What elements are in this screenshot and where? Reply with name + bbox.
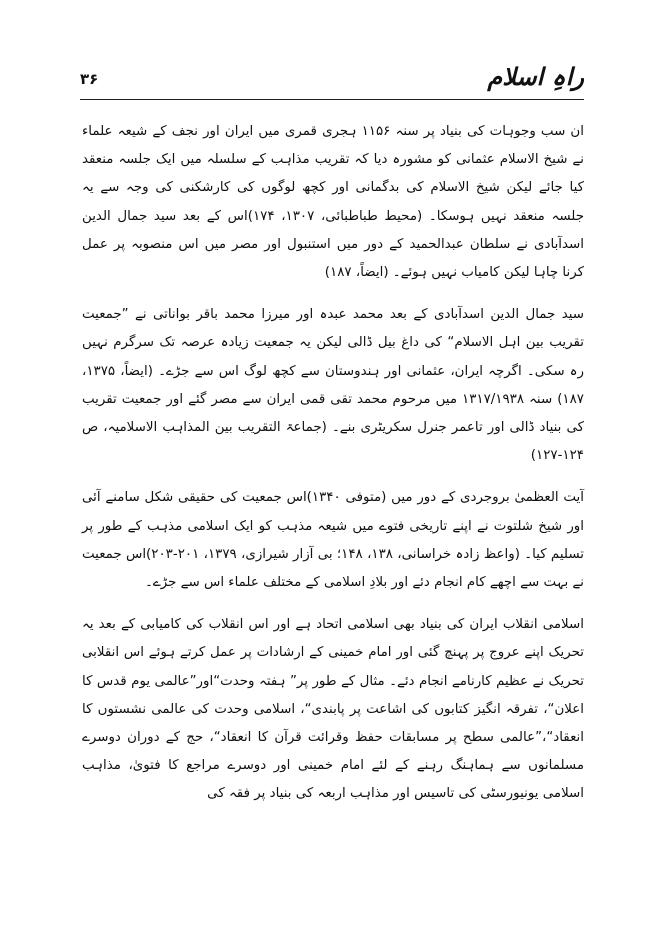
paragraph-4: اسلامی انقلاب ایران کی بنیاد بھی اسلامی اتحاد ہے اور اس انقلاب کی کامیابی کے بعد یہ تحریک اپنے عروج پر پہنچ گئی اور امام خمینی کے ارشادات پر عمل کرتے ہوئے اس انقلابی تحریک نے عظیم کارنامے انجام دئے۔ مثال کے طور پر” ہفتہ وحدت“اور”عالمی یوم قدس کا اعلان“، تفرقہ انگیز کتابوں کی اشاعت پر پابندی“، اسلامی وحدت کی عالمی نشستوں کا انعقاد“،”عالمی سطح پر مسابقات حفظ وقرائت قرآن کا انعقاد“، حج کے دوران دوسرے مسلمانوں سے ہماہنگ رہنے کے لئے امام خمینی اور دوسرے مراجع کا فتویٰ، مذاہب اسلامی یونیورسٹی کی تاسیس اور مذاہب اربعہ کی بنیاد پر فقہ کی [82,617,584,802]
article-body [82,118,584,823]
paragraph-3: آیت العظمیٰ بروجردی کے دور میں (متوفی ۱۳۴۰)اس جمعیت کی حقیقی شکل سامنے آئی اور شیخ شلتوت نے اپنے تاریخی فتوے میں شیعہ مذہب کو ایک اسلامی مذہب کے طور پر تسلیم کیا۔ (واعظ زادہ خراسانی، ۱۳۸، ۱۴۸؛ بی آزار شیرازی، ۱۳۷۹، ۲۰۱-۲۰۳)اس جمعیت نے بہت سے اچھے کام انجام دئے اور بلادِ اسلامی کے مختلف علماء اس سے جڑے۔ [82,490,584,591]
paragraph-1: ان سب وجوہات کی بنیاد پر سنہ ۱۱۵۶ ہجری قمری میں ایران اور نجف کے شیعہ علماء نے شیخ الاسلام عثمانی کو مشورہ دیا کہ تقریب مذاہب کے سلسلہ میں ایک جلسہ منعقد کیا جائے لیکن شیخ الاسلام کی بدگمانی اور کچھ لوگوں کی کارشکنی کی وجہ سے یہ جلسہ منعقد نہیں ہوسکا۔ (محیط طباطبائی، ۱۳۰۷، ۱۷۴)اس کے بعد سید جمال الدین اسدآبادی نے سلطان عبدالحمید کے دور میں استنبول اور مصر میں اس منصوبہ پر عمل کرنا چاہا لیکن کامیاب نہیں ہوئے۔ (ایضاً، ۱۸۷) [82,124,584,281]
paragraph-2: سید جمال الدین اسدآبادی کے بعد محمد عبدہ اور میرزا محمد باقر بواناتی نے ”جمعیت تقریب بین اہل الاسلام“ کی داغ بیل ڈالی لیکن یہ جمعیت زیادہ عرصہ تک سرگرم نہیں رہ سکی۔ اگرچہ ایران، عثمانی اور ہندوستان سے کچھ لوگ اس سے جڑے۔ (ایضاً، ۱۳۷۵، ۱۸۷) سنہ ۱۳۱۷/۱۹۳۸ میں مرحوم محمد تقی قمی ایران سے مصر گئے اور جمعیت تقریب کی بنیاد ڈالی اور تاعمر جنرل سکریٹری بنے۔ (جماعۃ التقریب بین المذاہب الاسلامیہ، ص ۱۲۴-۱۲۷) [82,307,584,464]
page-number: ۳۶ [80,70,99,88]
header-divider [80,99,584,100]
journal-title: راہِ اسلام [487,62,584,91]
page-header [72,62,588,98]
